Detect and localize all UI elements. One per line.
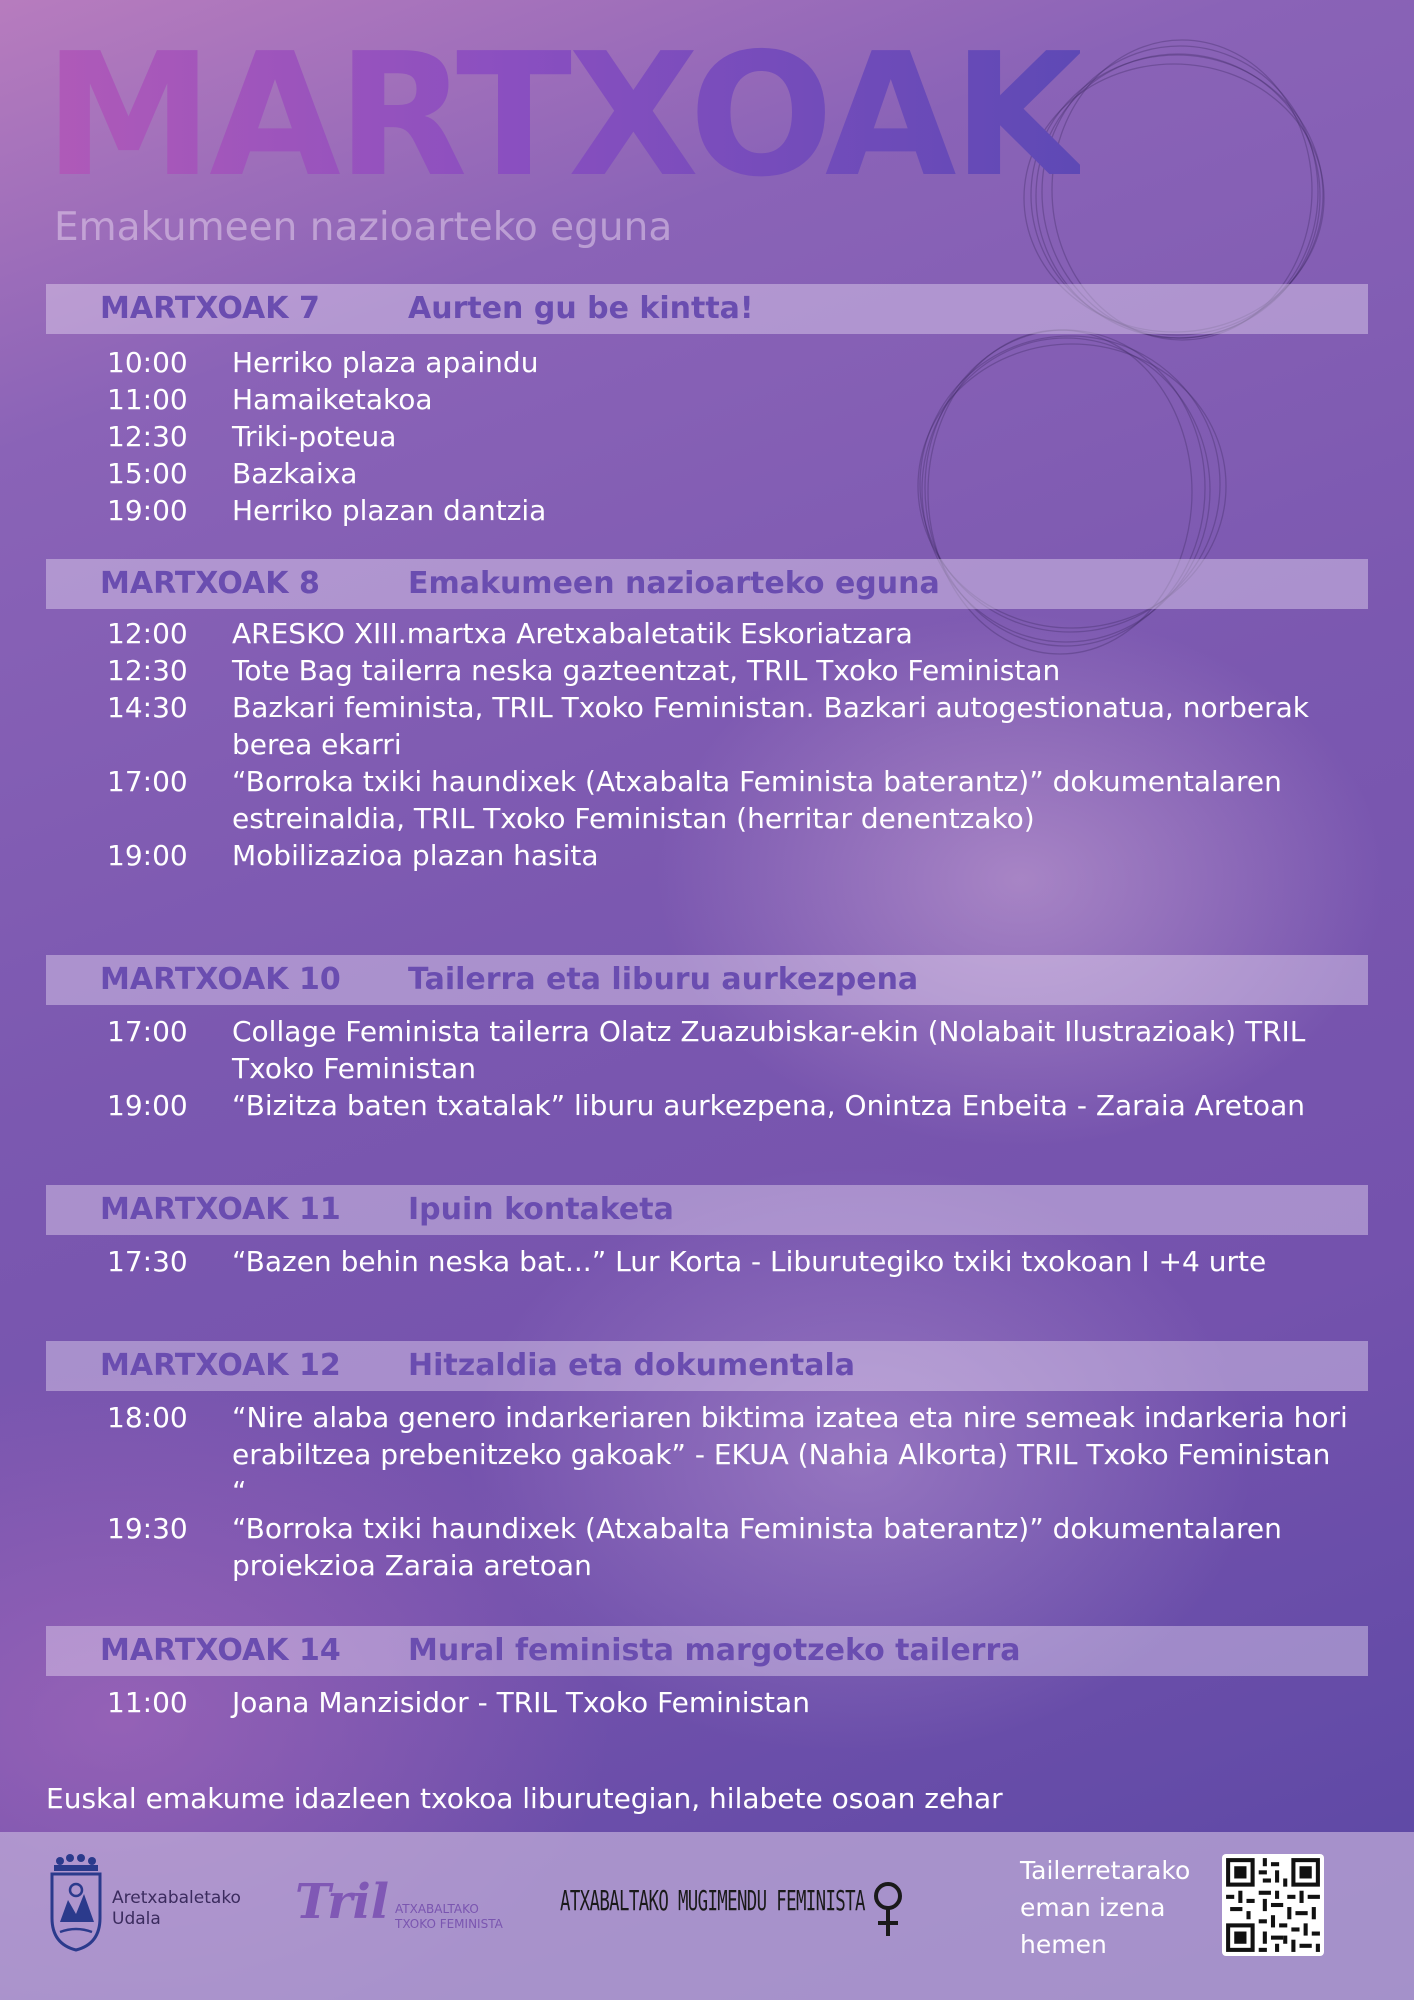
- event-text: Joana Manzisidor - TRIL Txoko Feministan: [232, 1686, 810, 1719]
- tril-subtitle: [395, 1902, 503, 1932]
- event-row: [0, 492, 1414, 529]
- page-subtitle: Emakumeen nazioarteko eguna: [54, 205, 673, 250]
- signup-text: [1020, 1852, 1190, 1963]
- event-time: 12:30: [107, 420, 188, 453]
- day-date: MARTXOAK 7: [100, 291, 320, 326]
- event-text: Collage Feminista tailerra Olatz Zuazubiskar-ekin (Nolabait Ilustrazioak) TRIL Txoko Feministan: [232, 1015, 1306, 1085]
- event-row: [0, 455, 1414, 492]
- signup-line1: Tailerretarako: [1020, 1856, 1191, 1885]
- event-row: [0, 1684, 1414, 1721]
- day-header: [46, 1626, 1368, 1676]
- event-time: 17:30: [107, 1245, 188, 1278]
- event-text: Bazkaixa: [232, 457, 358, 490]
- signup-line2: eman izena: [1020, 1893, 1166, 1922]
- event-row: [0, 763, 1414, 837]
- event-time: 19:30: [107, 1512, 188, 1545]
- event-row: [0, 344, 1414, 381]
- day-date: MARTXOAK 12: [100, 1348, 341, 1383]
- udala-line2: Udala: [112, 1909, 161, 1929]
- day-section: [0, 1185, 1414, 1280]
- day-section: [0, 955, 1414, 1124]
- event-row: [0, 689, 1414, 763]
- qr-code-icon: [1222, 1854, 1324, 1956]
- day-theme: Ipuin kontaketa: [408, 1192, 674, 1227]
- event-time: 19:00: [107, 494, 188, 527]
- event-time: 18:00: [107, 1401, 188, 1434]
- event-list: [0, 1243, 1414, 1280]
- event-row: [0, 1510, 1414, 1584]
- event-text: “Borroka txiki haundixek (Atxabalta Feminista baterantz)” dokumentalaren estreinaldia, TRIL Txoko Feministan (herritar denentzako): [232, 765, 1282, 835]
- event-time: 11:00: [107, 1686, 188, 1719]
- event-text: “Bazen behin neska bat...” Lur Korta - Liburutegiko txiki txokoan I +4 urte: [232, 1245, 1267, 1278]
- day-header: [46, 1185, 1368, 1235]
- event-row: [0, 615, 1414, 652]
- event-list: [0, 1684, 1414, 1721]
- event-list: [0, 1013, 1414, 1124]
- page-title: MARTXOAK: [44, 17, 1081, 215]
- day-date: MARTXOAK 11: [100, 1192, 341, 1227]
- mugimendu-wordmark: ATXABALTAKO MUGIMENDU FEMINISTA: [560, 1884, 865, 1917]
- tril-logo: [295, 1872, 535, 1942]
- event-row: [0, 1013, 1414, 1087]
- event-list: [0, 1399, 1414, 1584]
- event-text: “Nire alaba genero indarkeriaren biktima izatea eta nire semeak indarkeria hori erabiltzea prebenitzeko gakoak” - EKUA (Nahia Alkorta) TRIL Txoko Feministan “: [232, 1401, 1348, 1508]
- footnote: Euskal emakume idazleen txokoa liburutegian, hilabete osoan zehar: [46, 1782, 1003, 1815]
- udala-line1: Aretxabaletako: [112, 1888, 241, 1908]
- event-row: [0, 381, 1414, 418]
- udala-logo: [48, 1852, 318, 1962]
- event-time: 12:30: [107, 654, 188, 687]
- event-text: Herriko plazan dantzia: [232, 494, 547, 527]
- event-list: [0, 344, 1414, 529]
- tril-line1: ATXABALTAKO: [395, 1902, 479, 1916]
- mugimendu-logo: [560, 1872, 920, 1942]
- event-row: [0, 1243, 1414, 1280]
- event-time: 17:00: [107, 1015, 188, 1048]
- event-text: Hamaiketakoa: [232, 383, 433, 416]
- event-text: Mobilizazioa plazan hasita: [232, 839, 599, 872]
- day-theme: Aurten gu be kintta!: [408, 291, 754, 326]
- event-text: “Bizitza baten txatalak” liburu aurkezpena, Onintza Enbeita - Zaraia Aretoan: [232, 1089, 1305, 1122]
- day-date: MARTXOAK 10: [100, 962, 341, 997]
- venus-symbol-icon: [868, 1878, 908, 1940]
- day-section: [0, 1626, 1414, 1721]
- coat-of-arms-icon: [48, 1852, 106, 1952]
- day-theme: Emakumeen nazioarteko eguna: [408, 566, 940, 601]
- event-time: 19:00: [107, 1089, 188, 1122]
- event-text: Tote Bag tailerra neska gazteentzat, TRIL Txoko Feministan: [232, 654, 1061, 687]
- day-date: MARTXOAK 8: [100, 566, 320, 601]
- event-row: [0, 652, 1414, 689]
- event-time: 10:00: [107, 346, 188, 379]
- event-row: [0, 418, 1414, 455]
- event-time: 14:30: [107, 691, 188, 724]
- day-header: [46, 284, 1368, 334]
- event-text: “Borroka txiki haundixek (Atxabalta Feminista baterantz)” dokumentalaren proiekzioa Zaraia aretoan: [232, 1512, 1282, 1582]
- day-theme: Mural feminista margotzeko tailerra: [408, 1633, 1021, 1668]
- signup-line3: hemen: [1020, 1930, 1107, 1959]
- day-header: [46, 955, 1368, 1005]
- event-time: 17:00: [107, 765, 188, 798]
- event-time: 15:00: [107, 457, 188, 490]
- event-text: Bazkari feminista, TRIL Txoko Feministan. Bazkari autogestionatua, norberak berea ekarri: [232, 691, 1309, 761]
- day-header: [46, 1341, 1368, 1391]
- day-section: [0, 559, 1414, 874]
- tril-wordmark: Tril: [295, 1874, 389, 1930]
- footer: [0, 1832, 1414, 2000]
- qr-code[interactable]: [1222, 1854, 1324, 1956]
- day-section: [0, 284, 1414, 529]
- event-row: [0, 1087, 1414, 1124]
- event-text: Triki-poteua: [232, 420, 397, 453]
- event-row: [0, 837, 1414, 874]
- day-section: [0, 1341, 1414, 1584]
- tril-line2: TXOKO FEMINISTA: [395, 1917, 503, 1931]
- day-date: MARTXOAK 14: [100, 1633, 341, 1668]
- event-text: Herriko plaza apaindu: [232, 346, 539, 379]
- event-text: ARESKO XIII.martxa Aretxabaletatik Eskoriatzara: [232, 617, 913, 650]
- event-row: [0, 1399, 1414, 1510]
- day-theme: Tailerra eta liburu aurkezpena: [408, 962, 919, 997]
- event-time: 19:00: [107, 839, 188, 872]
- event-list: [0, 615, 1414, 874]
- event-time: 12:00: [107, 617, 188, 650]
- day-theme: Hitzaldia eta dokumentala: [408, 1348, 856, 1383]
- event-time: 11:00: [107, 383, 188, 416]
- day-header: [46, 559, 1368, 609]
